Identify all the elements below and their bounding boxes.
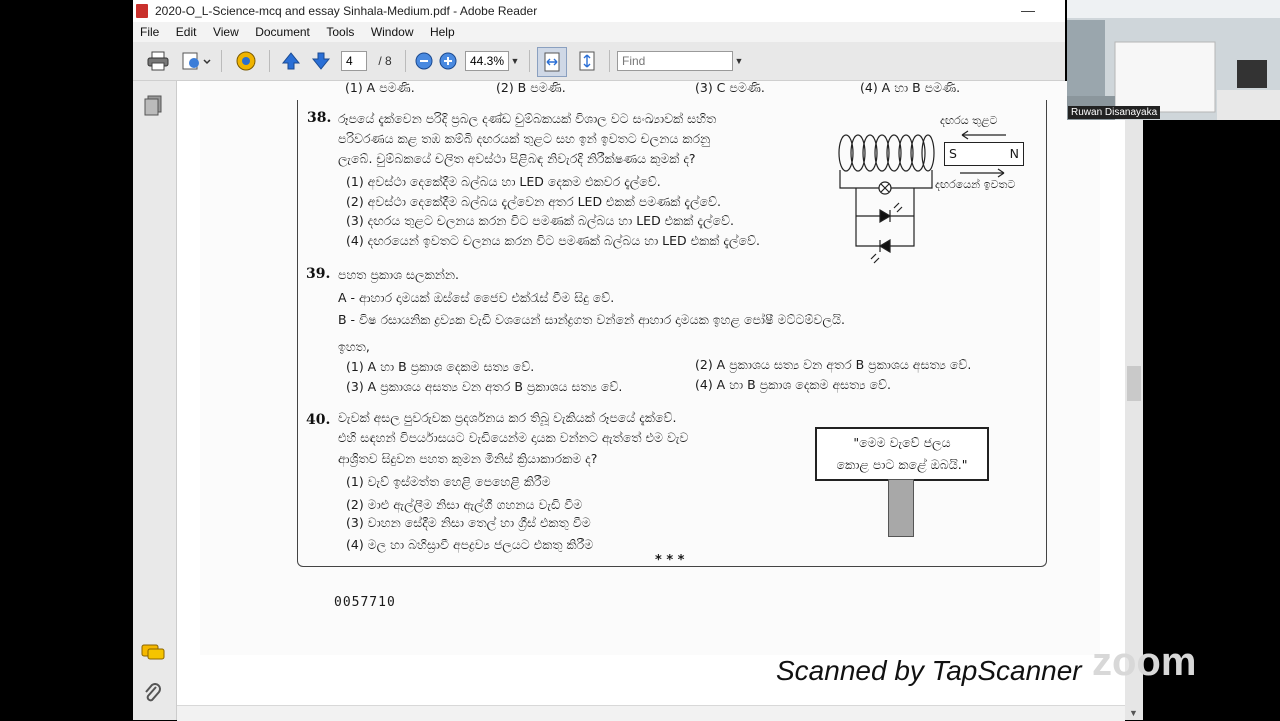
q38-option-3: (3) දඟරය තුළට චලනය කරන විට පමණක් බල්බය හා LED එකක් දැල්වේ. bbox=[346, 213, 734, 228]
q40-option-4: (4) මල හා බහිස්‍රාවී අපද්‍රව්‍ය ජලයට එකතු කිරීම bbox=[346, 537, 594, 552]
scroll-down-icon[interactable]: ▼ bbox=[1129, 708, 1138, 718]
zoom-in-icon[interactable] bbox=[437, 50, 459, 72]
q39-number: 39. bbox=[306, 266, 331, 282]
q40-option-1: (1) වැව් ඉස්මත්ත හෙළි පෙහෙළි කිරීම bbox=[346, 474, 551, 489]
menu-edit[interactable]: Edit bbox=[175, 25, 197, 39]
prev-option-3: (3) C පමණි. bbox=[695, 80, 765, 95]
q38-option-2: (2) අවස්ථා දෙකේදීම බල්බය දැල්වෙන අතර LED එකක් පමණක් දැල්වේ. bbox=[346, 194, 721, 209]
horizontal-scrollbar[interactable] bbox=[177, 705, 1125, 721]
q39-option-4: (4) A හා B ප්‍රකාශ දෙකම අසත්‍ය වේ. bbox=[695, 377, 891, 392]
tapscanner-watermark: Scanned by TapScanner bbox=[776, 655, 1082, 686]
q39-statement-a: A - ආහාර දාමයක් ඔස්සේ ජෛව එක්රැස් වීම සිදු වේ. bbox=[338, 290, 615, 305]
sign-line-1: "මෙම වැවේ ජලය bbox=[853, 435, 951, 450]
menu-bar bbox=[133, 22, 1065, 42]
arrow-right-icon bbox=[958, 168, 1008, 178]
q40-text-line3: ආශ්‍රිතව සිදුවන පහත කුමන මිනිස් ක්‍රියාකාරකම ද? bbox=[338, 451, 598, 466]
page-number-input[interactable]: 4 bbox=[341, 51, 367, 71]
fit-page-icon[interactable] bbox=[573, 50, 601, 72]
arrow-left-icon bbox=[958, 130, 1008, 140]
menu-tools[interactable]: Tools bbox=[326, 25, 355, 39]
vertical-scrollbar[interactable] bbox=[1125, 81, 1143, 720]
q38-text-line1: රූපයේ දැක්වෙන පරිදි ප්‍රබල දණ්ඩ චුම්බකයක් විශාල වට සංඛ්‍යාවක් සහිත bbox=[338, 111, 717, 126]
end-stars: * * * bbox=[655, 553, 685, 568]
q39-option-2: (2) A ප්‍රකාශය සත්‍ය වන අතර B ප්‍රකාශය අසත්‍ය වේ. bbox=[695, 357, 972, 372]
q40-number: 40. bbox=[306, 412, 331, 428]
participant-video[interactable] bbox=[1067, 0, 1280, 120]
print-icon[interactable] bbox=[145, 50, 171, 72]
video-frame bbox=[1067, 0, 1280, 120]
q40-option-3: (3) වාහන සේදීම නිසා තෙල් හා ග්‍රීස් එකතු වීම bbox=[346, 515, 591, 530]
q38-option-1: (1) අවස්ථා දෙකේදීම බල්බය හා LED දෙකම එකවර දැල්වේ. bbox=[346, 174, 661, 189]
q38-option-4: (4) දඟරයෙන් ඉවතට චලනය කරන විට පමණක් බල්බය හා LED එකක් දැල්වේ. bbox=[346, 233, 760, 248]
q40-text-line1: වැවක් අසල පුවරුවක ප්‍රදර්ශනය කර තිබූ වැකියක් රූපයේ දැක්වේ. bbox=[338, 410, 677, 425]
coil-circuit-diagram bbox=[836, 128, 936, 268]
toolbar-separator bbox=[405, 50, 406, 72]
find-dropdown-icon[interactable]: ▼ bbox=[734, 56, 744, 66]
zoom-level-input[interactable]: 44.3% bbox=[465, 51, 509, 71]
q40-text-line2: එහි සඳහන් විපර්යාසයට වැඩියෙන්ම දායක වන්නට ඇත්තේ එම වැව bbox=[338, 430, 689, 445]
magnet-south: S bbox=[949, 146, 957, 161]
menu-window[interactable]: Window bbox=[370, 25, 414, 39]
menu-view[interactable]: View bbox=[212, 25, 239, 39]
fig-label-out: දඟරයෙන් ඉවතට bbox=[935, 178, 1016, 191]
q39-intro: පහත ප්‍රකාශ සලකන්න. bbox=[338, 267, 460, 282]
comments-panel-icon[interactable] bbox=[141, 643, 165, 668]
q39-option-3: (3) A ප්‍රකාශය අසත්‍ය වන අතර B ප්‍රකාශය සත්‍ය වේ. bbox=[346, 379, 623, 394]
q40-signboard bbox=[815, 427, 989, 481]
toolbar-separator bbox=[221, 50, 222, 72]
zoom-dropdown-icon[interactable]: ▼ bbox=[510, 56, 520, 66]
collaborate-icon[interactable] bbox=[231, 50, 261, 72]
menu-help[interactable]: Help bbox=[429, 25, 455, 39]
zoom-watermark: zoom bbox=[1092, 640, 1197, 684]
minimize-button[interactable]: — bbox=[1021, 2, 1035, 18]
pages-panel-icon[interactable] bbox=[143, 95, 163, 122]
find-input[interactable]: Find bbox=[617, 51, 733, 71]
zoom-out-icon[interactable] bbox=[413, 50, 435, 72]
pdf-icon bbox=[136, 4, 148, 18]
signboard-pole bbox=[888, 479, 914, 537]
menu-file[interactable]: File bbox=[140, 25, 160, 39]
bar-magnet bbox=[944, 142, 1024, 166]
scrollbar-thumb[interactable] bbox=[1127, 366, 1141, 401]
page-total: / 8 bbox=[378, 54, 392, 68]
q39-ihata: ඉහත, bbox=[338, 339, 370, 354]
prev-option-4: (4) A හා B පමණි. bbox=[860, 80, 961, 95]
magnet-north: N bbox=[1009, 146, 1019, 161]
participant-name: Ruwan Disanayaka bbox=[1068, 106, 1160, 119]
q39-option-1: (1) A හා B ප්‍රකාශ දෙකම සත්‍ය වේ. bbox=[346, 359, 535, 374]
previous-page-icon[interactable] bbox=[279, 50, 303, 72]
fig-label-in: දඟරය තුළට bbox=[940, 114, 998, 127]
q38-number: 38. bbox=[307, 110, 332, 126]
attachments-panel-icon[interactable] bbox=[143, 683, 163, 710]
sign-line-2: කොළ පාට කළේ ඔබයි." bbox=[836, 457, 968, 472]
q38-text-line3: ලැබේ. චුම්බකයේ චලිත අවස්ථා පිළිබඳ නිවැරදි නිරීක්ෂණය කුමක් ද? bbox=[338, 151, 696, 166]
prev-option-2: (2) B පමණි. bbox=[496, 80, 566, 95]
menu-document[interactable]: Document bbox=[255, 25, 310, 39]
toolbar bbox=[133, 42, 1065, 81]
title-bar bbox=[133, 0, 1065, 22]
q40-option-2: (2) මාළු ඇල්ලීම නිසා ඇල්ගී ගහනය වැඩි වීම bbox=[346, 497, 583, 512]
q39-statement-b: B - විෂ රසායනික ද්‍රව්‍යක වැඩි වශයෙන් සාන්ද්‍රගත වන්නේ ආහාර දාමයක ඉහළ පෝෂී මට්ටම්වලයි. bbox=[338, 312, 845, 327]
share-icon[interactable] bbox=[179, 50, 213, 72]
toolbar-separator bbox=[269, 50, 270, 72]
navigation-panel bbox=[133, 81, 177, 720]
q38-text-line2: පරිවරණය කළ තඹ කම්බි දඟරයක් තුළට සහ ඉන් ඉවතට චලනය කරනු bbox=[338, 131, 711, 146]
window-title: 2020-O_L-Science-mcq and essay Sinhala-Medium.pdf - Adobe Reader bbox=[155, 4, 538, 18]
paper-code: 0057710 bbox=[334, 595, 396, 610]
next-page-icon[interactable] bbox=[309, 50, 333, 72]
toolbar-separator bbox=[609, 50, 610, 72]
prev-option-1: (1) A පමණි. bbox=[345, 80, 415, 95]
toolbar-separator bbox=[529, 50, 530, 72]
fit-width-icon[interactable] bbox=[537, 47, 567, 77]
